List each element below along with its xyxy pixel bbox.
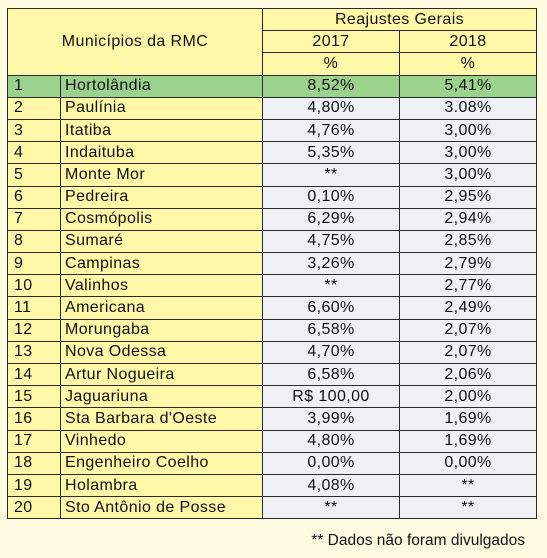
municipio-name-cell: Holambra [61,474,263,496]
table-row [8,275,537,297]
value-2018-cell: 3,00% [400,142,537,164]
table-row [8,497,537,519]
rank-cell: 20 [8,497,61,519]
table-row [8,142,537,164]
year-2018-header: 2018 [400,31,537,53]
reajustes-header: Reajustes Gerais [263,9,537,31]
table-row [8,253,537,275]
unit-2018-header: % [400,53,537,75]
table-row [8,97,537,119]
value-2018-cell: 1,69% [400,408,537,430]
municipio-name-cell: Itatiba [61,119,263,141]
table-row [8,75,537,97]
rank-cell: 11 [8,297,61,319]
rank-cell: 14 [8,364,61,386]
municipio-name-cell: Sta Barbara d'Oeste [61,408,263,430]
municipio-name-cell: Campinas [61,253,263,275]
municipio-name-cell: Paulínia [61,97,263,119]
value-2018-cell: 1,69% [400,430,537,452]
value-2018-cell: 2,94% [400,208,537,230]
rank-cell: 2 [8,97,61,119]
rank-cell: 4 [8,142,61,164]
municipio-name-cell: Sumaré [61,230,263,252]
value-2017-cell: 5,35% [263,142,400,164]
rank-cell: 9 [8,253,61,275]
footnote: ** Dados não foram divulgados [311,532,525,549]
value-2017-cell: 4,75% [263,230,400,252]
table-row [8,430,537,452]
municipios-header [8,9,263,76]
value-2018-cell: ** [400,474,537,496]
municipio-name-cell: Indaituba [61,142,263,164]
municipio-name-cell: Artur Nogueira [61,364,263,386]
table-row [8,474,537,496]
value-2017-cell: 3,99% [263,408,400,430]
municipio-name-cell: Morungaba [61,319,263,341]
municipio-name-cell: Engenheiro Coelho [61,452,263,474]
table-row [8,408,537,430]
value-2017-cell: 3,26% [263,253,400,275]
municipio-name-cell: Valinhos [61,275,263,297]
rank-cell: 8 [8,230,61,252]
value-2017-cell: R$ 100,00 [263,386,400,408]
value-2018-cell: 2,77% [400,275,537,297]
table-row [8,452,537,474]
rank-cell: 19 [8,474,61,496]
value-2017-cell: ** [263,275,400,297]
value-2017-cell: 6,29% [263,208,400,230]
value-2017-cell: ** [263,497,400,519]
table-row [8,119,537,141]
value-2018-cell: 2,07% [400,341,537,363]
value-2017-cell: 4,80% [263,97,400,119]
table-row [8,364,537,386]
value-2018-cell: 2,79% [400,253,537,275]
rank-cell: 17 [8,430,61,452]
municipios-header-label: Municípios da RMC [61,32,209,50]
municipio-name-cell: Nova Odessa [61,341,263,363]
value-2017-cell: 0,00% [263,452,400,474]
rank-cell: 5 [8,164,61,186]
rank-cell: 7 [8,208,61,230]
table-row [8,341,537,363]
value-2018-cell: 5,41% [400,75,537,97]
table-row [8,297,537,319]
value-2017-cell: ** [263,164,400,186]
municipio-name-cell: Pedreira [61,186,263,208]
rank-cell: 16 [8,408,61,430]
value-2017-cell: 4,80% [263,430,400,452]
value-2017-cell: 4,76% [263,119,400,141]
value-2018-cell: 2,06% [400,364,537,386]
value-2018-cell: 2,95% [400,186,537,208]
value-2017-cell: 6,60% [263,297,400,319]
value-2017-cell: 8,52% [263,75,400,97]
value-2018-cell: 2,49% [400,297,537,319]
table-row [8,230,537,252]
unit-2017-header: % [263,53,400,75]
table-row [8,186,537,208]
value-2018-cell: 2,85% [400,230,537,252]
reajustes-table [7,8,537,519]
value-2017-cell: 4,70% [263,341,400,363]
table-row [8,164,537,186]
municipio-name-cell: Sto Antônio de Posse [61,497,263,519]
year-2017-header: 2017 [263,31,400,53]
value-2018-cell: 3,00% [400,164,537,186]
value-2018-cell: 3.08% [400,97,537,119]
value-2017-cell: 0,10% [263,186,400,208]
municipio-name-cell: Cosmópolis [61,208,263,230]
value-2018-cell: 0,00% [400,452,537,474]
value-2018-cell: ** [400,497,537,519]
table-row [8,386,537,408]
municipio-name-cell: Monte Mor [61,164,263,186]
rank-cell: 1 [8,75,61,97]
table-row [8,319,537,341]
rank-cell: 12 [8,319,61,341]
value-2018-cell: 3,00% [400,119,537,141]
municipio-name-cell: Hortolândia [61,75,263,97]
rank-cell: 13 [8,341,61,363]
table-row [8,208,537,230]
rank-cell: 3 [8,119,61,141]
rank-cell: 10 [8,275,61,297]
rank-cell: 6 [8,186,61,208]
municipio-name-cell: Jaguariuna [61,386,263,408]
municipio-name-cell: Americana [61,297,263,319]
value-2018-cell: 2,00% [400,386,537,408]
rank-cell: 15 [8,386,61,408]
value-2017-cell: 6,58% [263,364,400,386]
rank-cell: 18 [8,452,61,474]
value-2017-cell: 6,58% [263,319,400,341]
value-2018-cell: 2,07% [400,319,537,341]
value-2017-cell: 4,08% [263,474,400,496]
municipio-name-cell: Vinhedo [61,430,263,452]
